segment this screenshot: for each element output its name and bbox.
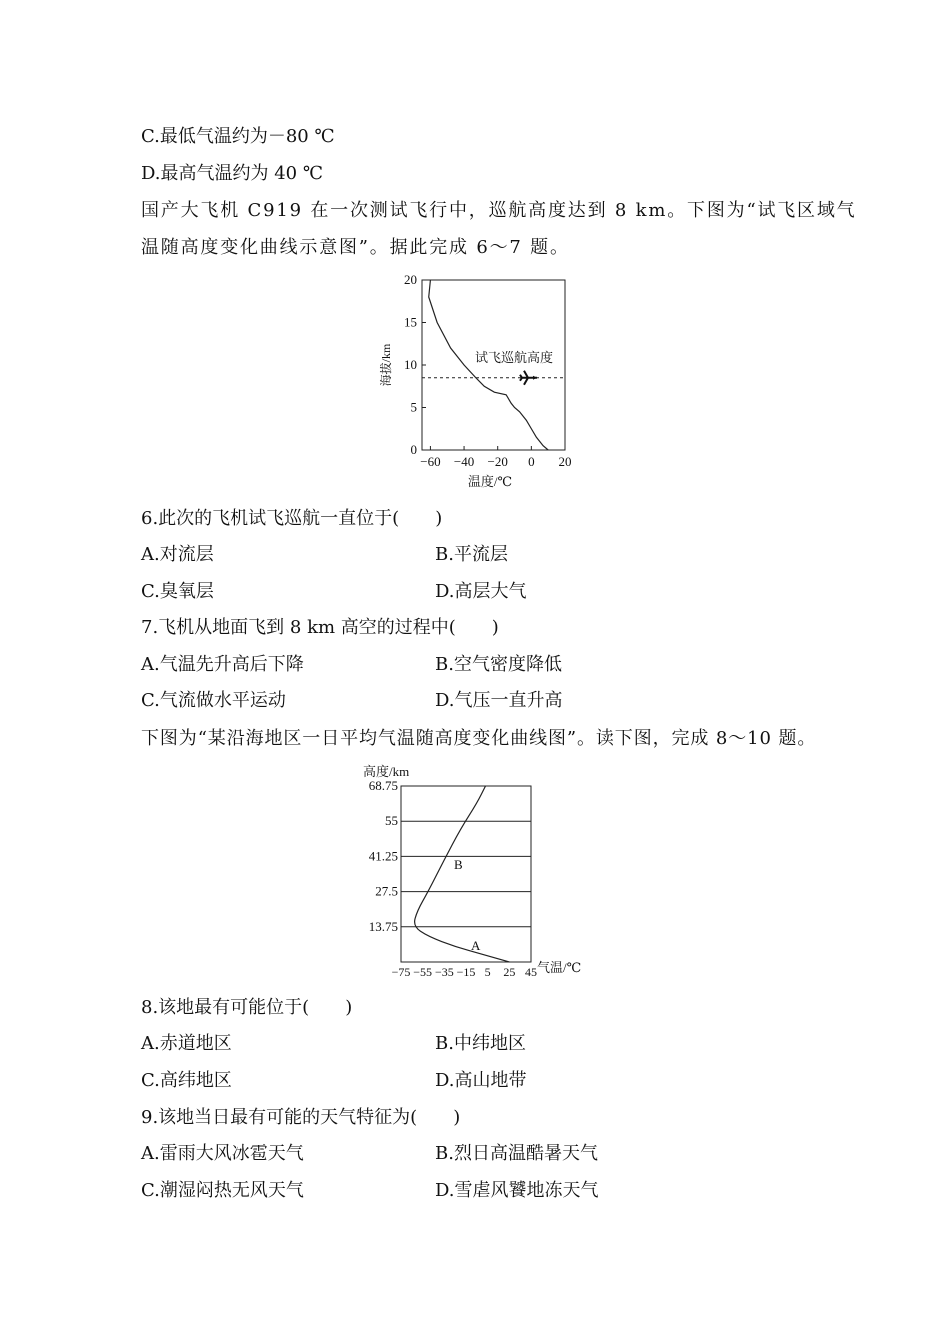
fig2-xtick-label-0: −75 xyxy=(391,965,411,979)
fig1-ytick-label-3: 15 xyxy=(404,314,417,330)
fig2-xtick-label-4: 5 xyxy=(484,965,491,979)
q6-option-d[interactable]: D.高层大气 xyxy=(435,581,527,602)
q8-option-a[interactable]: A.赤道地区 xyxy=(141,1033,232,1054)
prev-option-c: C.最低气温约为－80 ℃ xyxy=(141,126,335,147)
q9-stem: 9.该地当日最有可能的天气特征为( ) xyxy=(141,1107,461,1128)
figure-2-chart xyxy=(355,758,595,980)
airplane-icon xyxy=(520,371,537,385)
fig2-xtick-label-1: −55 xyxy=(413,965,433,979)
intro-paragraph-line-1: 国产大飞机 C919 在一次测试飞行中，巡航高度达到 8 km。下图为“试飞区域气 xyxy=(141,200,857,221)
fig1-ytick-label-1: 5 xyxy=(410,399,417,415)
q7-option-b[interactable]: B.空气密度降低 xyxy=(435,654,562,675)
fig2-xtick-label-3: −15 xyxy=(456,965,476,979)
q9-option-d[interactable]: D.雪虐风饕地冻天气 xyxy=(435,1180,599,1201)
fig1-ytick-label-4: 20 xyxy=(404,272,417,287)
q7-stem: 7.飞机从地面飞到 8 km 高空的过程中( ) xyxy=(141,617,499,638)
temperature-curve-2 xyxy=(415,786,510,962)
fig2-xtick-label-2: −35 xyxy=(434,965,454,979)
fig1-xtick-label-2: −20 xyxy=(487,454,508,469)
fig1-ylabel: 海拔/km xyxy=(379,343,393,387)
fig1-xtick-label-1: −40 xyxy=(453,454,475,469)
fig1-xtick-label-3: 0 xyxy=(528,454,535,469)
fig1-xtick-label-4: 20 xyxy=(558,454,572,469)
q8-option-c[interactable]: C.高纬地区 xyxy=(141,1070,232,1091)
fig2-ytick-label-2: 41.25 xyxy=(368,848,398,864)
q6-option-c[interactable]: C.臭氧层 xyxy=(141,581,214,602)
fig2-ytick-label-0: 13.75 xyxy=(368,918,398,934)
fig2-xtick-label-6: 45 xyxy=(525,965,537,979)
q7-option-d[interactable]: D.气压一直升高 xyxy=(435,690,563,711)
fig2-ytick-label-1: 27.5 xyxy=(375,883,398,899)
q6-option-a[interactable]: A.对流层 xyxy=(141,544,214,565)
q6-stem: 6.此次的飞机试飞巡航一直位于( ) xyxy=(141,508,443,529)
fig2-frame xyxy=(401,786,531,962)
fig2-xtick-label-5: 25 xyxy=(503,965,516,979)
fig1-ytick-label-2: 10 xyxy=(404,357,417,372)
q8-stem: 8.该地最有可能位于( ) xyxy=(141,997,353,1018)
q8-option-d[interactable]: D.高山地带 xyxy=(435,1070,527,1091)
fig2-ytick-label-4: 68.75 xyxy=(368,778,398,793)
q8-option-b[interactable]: B.中纬地区 xyxy=(435,1033,526,1054)
q9-option-a[interactable]: A.雷雨大风冰雹天气 xyxy=(141,1143,304,1164)
fig1-annotation: 试飞巡航高度 xyxy=(475,350,554,365)
temperature-curve xyxy=(429,280,548,450)
fig2-xlabel: 气温/℃ xyxy=(537,960,582,975)
intro2-paragraph: 下图为“某沿海地区一日平均气温随高度变化曲线图”。读下图，完成 8～10 题。 xyxy=(141,728,817,749)
q6-option-b[interactable]: B.平流层 xyxy=(435,544,508,565)
q7-option-c[interactable]: C.气流做水平运动 xyxy=(141,690,286,711)
prev-option-d: D.最高气温约为 40 ℃ xyxy=(141,163,323,184)
fig2-ytick-label-3: 55 xyxy=(385,813,398,829)
q9-option-b[interactable]: B.烈日高温酷暑天气 xyxy=(435,1143,598,1164)
fig1-frame xyxy=(422,280,565,450)
q9-option-c[interactable]: C.潮湿闷热无风天气 xyxy=(141,1180,304,1201)
figure-1-chart xyxy=(370,270,590,492)
fig1-xtick-label-0: −60 xyxy=(420,454,441,469)
fig1-xlabel: 温度/℃ xyxy=(467,474,513,489)
q7-option-a[interactable]: A.气温先升高后下降 xyxy=(141,654,304,675)
fig2-label-a: A xyxy=(471,938,481,953)
intro-paragraph-line-2: 温随高度变化曲线示意图”。据此完成 6～7 题。 xyxy=(141,237,570,258)
fig2-ylabel: 高度/km xyxy=(363,764,410,779)
fig1-ytick-label-0: 0 xyxy=(410,442,417,457)
fig2-label-b: B xyxy=(454,857,463,872)
